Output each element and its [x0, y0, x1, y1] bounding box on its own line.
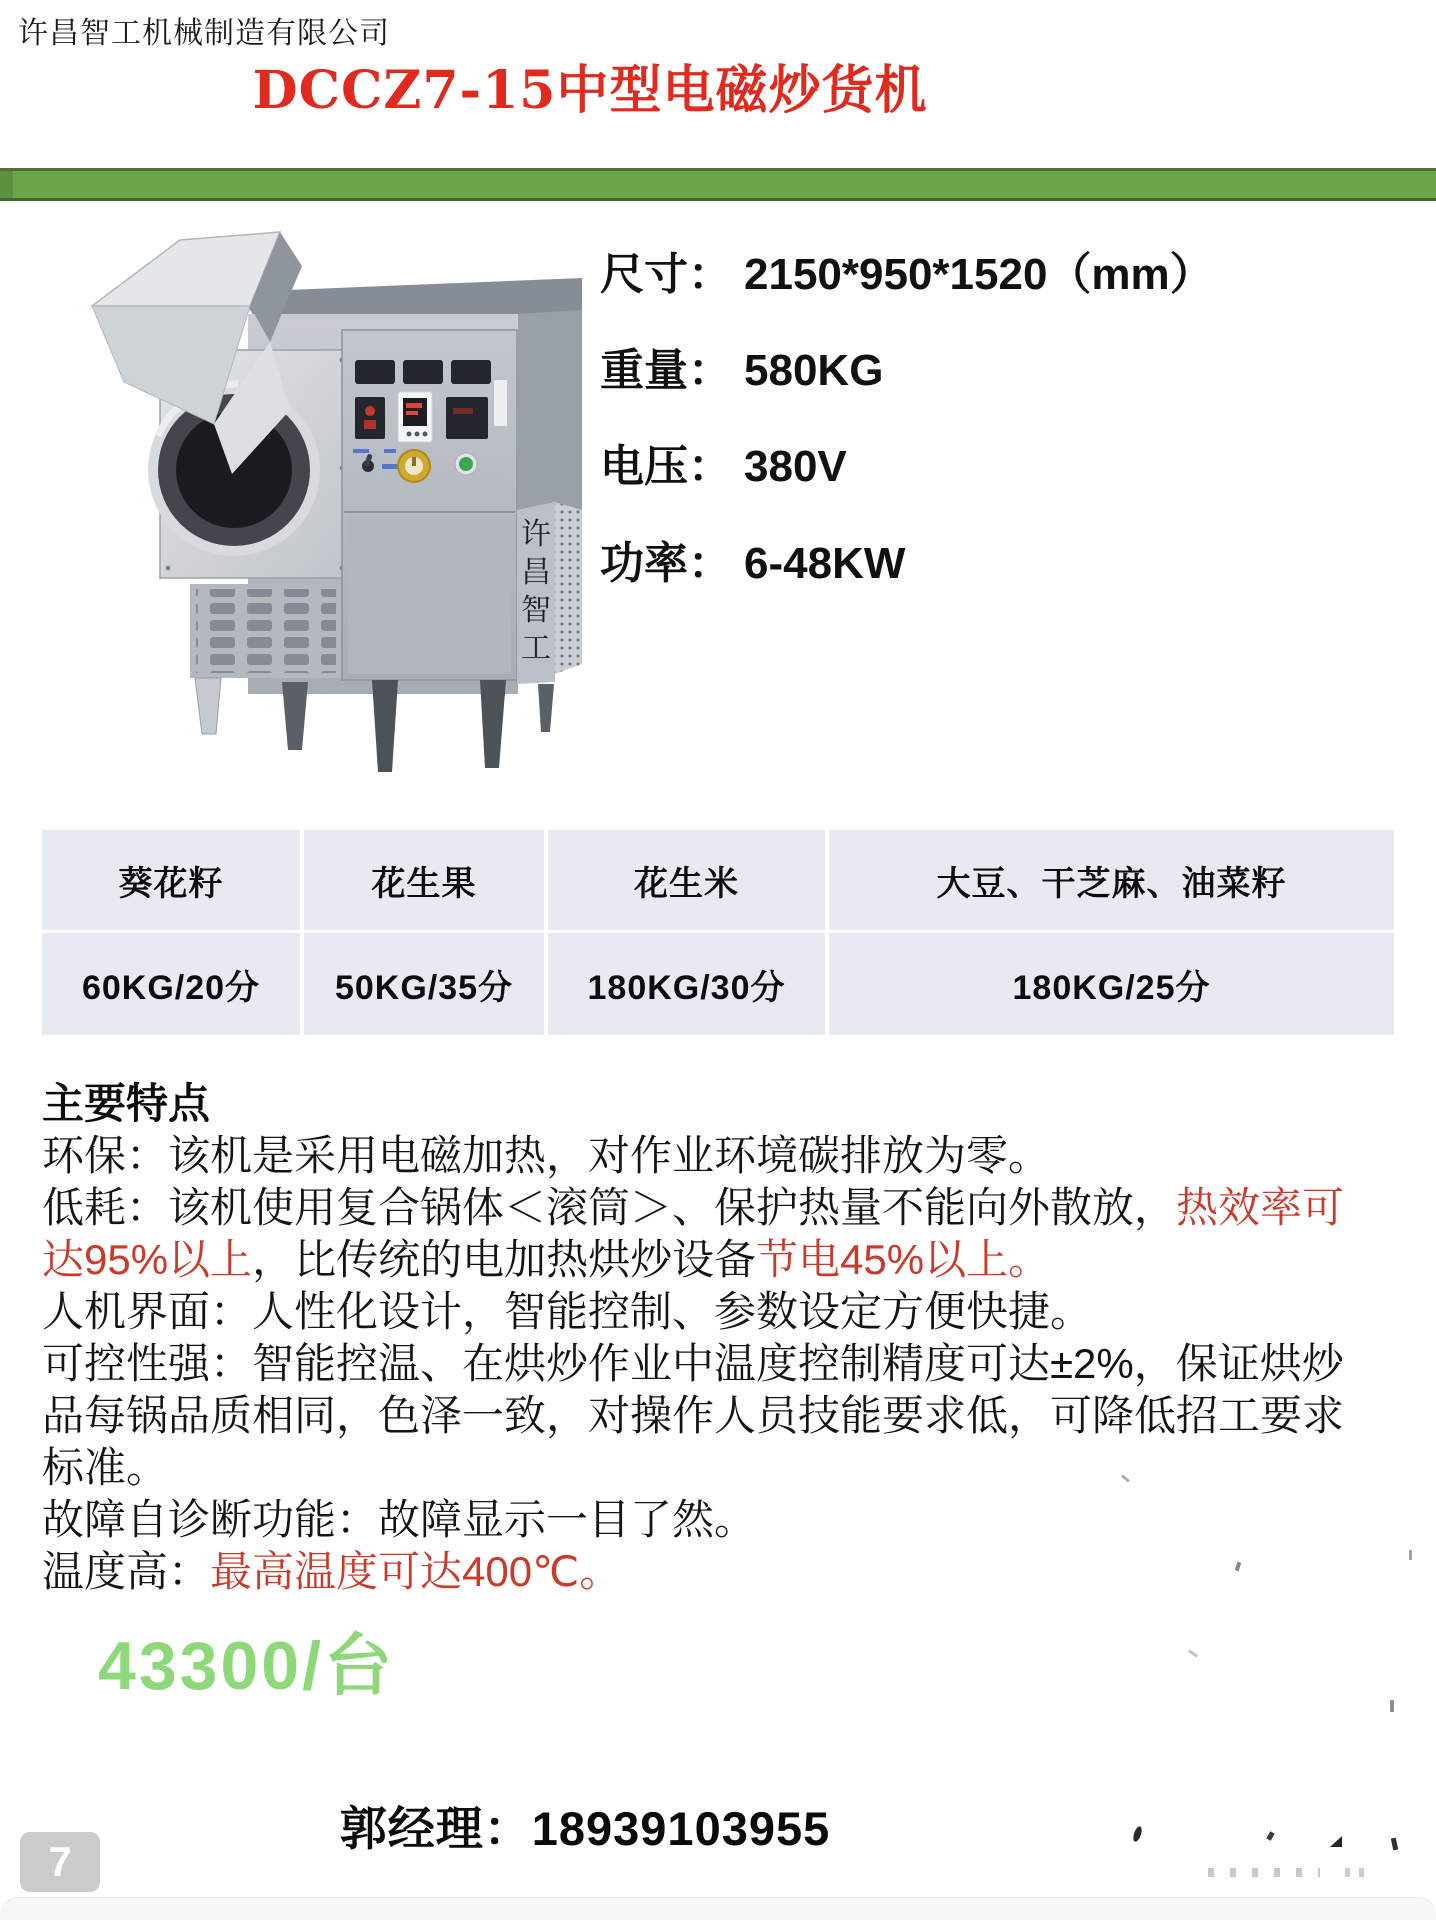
table-header-cell: 花生米 [548, 830, 825, 930]
svg-text:昌: 昌 [521, 555, 551, 590]
table-value-cell: 60KG/20分 [42, 933, 300, 1035]
feature-text: 可控性强：智能控温、在烘炒作业中温度控制精度可达±2%，保证烘炒品每锅品质相同，色泽一致，对操作人员技能要求低，可降低招工要求标准。 [42, 1340, 1345, 1491]
table-value-cell: 180KG/25分 [829, 933, 1394, 1035]
feature-text: 故障自诊断功能：故障显示一目了然。 [42, 1496, 757, 1543]
svg-text:智: 智 [521, 593, 551, 628]
capacity-table [42, 830, 1394, 1035]
table-header-cell: 葵花籽 [42, 830, 300, 930]
table-value-cell: 180KG/30分 [548, 933, 825, 1035]
spec-row-voltage [600, 444, 1214, 490]
svg-text:工: 工 [521, 631, 551, 666]
machine-perforated-panel [555, 502, 582, 674]
contact-name: 郭经理： [339, 1802, 532, 1855]
contact-phone: 18939103955 [531, 1802, 831, 1855]
spec-list [600, 252, 1214, 637]
page-number-badge [20, 1832, 100, 1892]
green-divider-bar [0, 168, 1436, 201]
spec-row-power [600, 538, 1214, 588]
feature-text: 环保：该机是采用电磁加热，对作业环境碳排放为零。 [42, 1132, 1051, 1179]
feature-text-red: 最高温度可达400℃。 [210, 1548, 622, 1595]
feature-text: 温度高： [42, 1548, 211, 1595]
page-title: DCCZ7-15中型电磁炒货机 [252, 60, 928, 121]
machine-brand-calligraphy [517, 502, 555, 684]
feature-paragraph [42, 1494, 1377, 1546]
spec-value: 2150*950*1520（mm） [744, 250, 1214, 299]
page-number: 7 [48, 1838, 72, 1885]
features-body [42, 1130, 1377, 1598]
machine-control-panel [342, 330, 517, 680]
spec-label: 电压： [600, 442, 732, 492]
machine-photo [62, 212, 587, 812]
spec-value: 580KG [744, 346, 884, 396]
table-header-cell: 花生果 [304, 830, 544, 930]
spec-label: 尺寸： [600, 250, 732, 299]
feature-text: 低耗：该机使用复合锅体＜滚筒＞、保护热量不能向外散放， [42, 1184, 1177, 1231]
feature-paragraph [42, 1338, 1377, 1494]
price-text: 43300/台 [98, 1628, 395, 1704]
svg-text:许: 许 [521, 517, 551, 552]
table-value-cell: 50KG/35分 [304, 933, 544, 1035]
features-heading: 主要特点 [42, 1080, 211, 1127]
spec-row-weight [600, 348, 1214, 394]
feature-text-red: 节电45%以上。 [756, 1236, 1051, 1283]
company-name: 许昌智工机械制造有限公司 [18, 17, 390, 50]
feature-text-red: 热效率可达95%以上 [42, 1184, 1345, 1283]
feature-text: ，比传统的电加热烘炒设备 [252, 1236, 757, 1283]
feature-paragraph [42, 1182, 1377, 1286]
spec-label: 重量： [600, 346, 732, 396]
contact-line [0, 1792, 1170, 1859]
feature-paragraph [42, 1286, 1377, 1338]
feature-paragraph [42, 1546, 1377, 1598]
features-section [42, 1078, 1377, 1598]
feature-paragraph [42, 1130, 1377, 1182]
spec-label: 功率： [600, 538, 732, 588]
spec-value: 6-48KW [744, 538, 906, 588]
spec-value: 380V [744, 442, 847, 492]
machine-vents [190, 584, 342, 678]
feature-text: 人机界面：人性化设计，智能控制、参数设定方便快捷。 [42, 1288, 1093, 1335]
table-header-cell: 大豆、干芝麻、油菜籽 [829, 830, 1394, 930]
spec-row-dimensions [600, 252, 1214, 298]
bottom-strip [0, 1898, 1436, 1920]
